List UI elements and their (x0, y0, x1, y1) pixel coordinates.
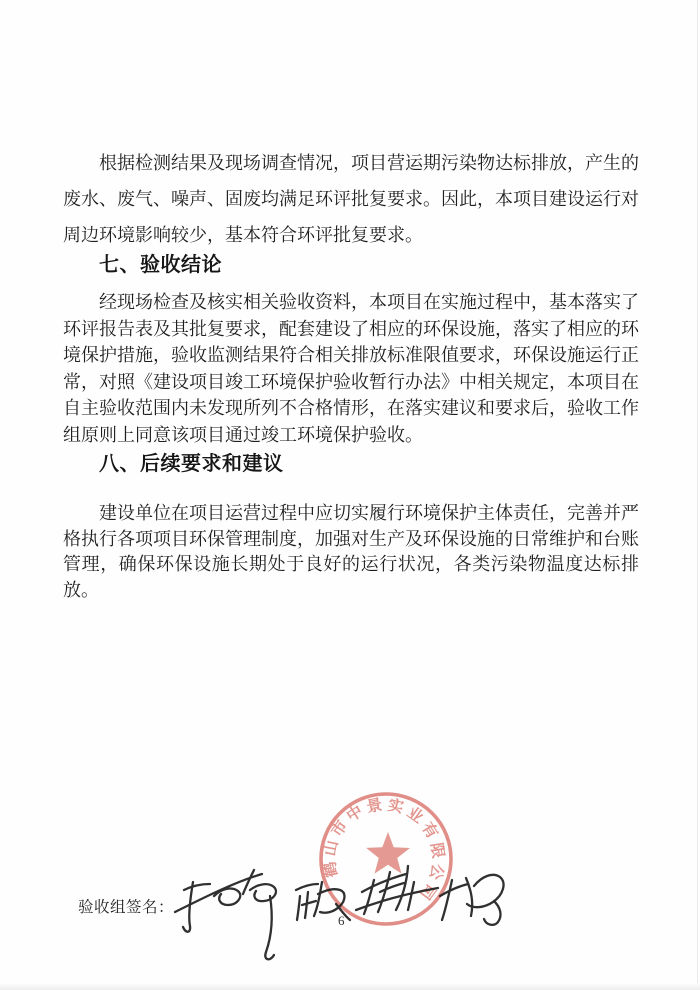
signature-group-label: 验收组签名： (78, 899, 175, 916)
seal-star-icon (366, 832, 410, 874)
signature-1 (175, 870, 276, 959)
paragraph-followup-requirements: 建设单位在项目运营过程中应切实履行环境保护主体责任，完善并严格执行各项项目环保管理制度，加强对生产及环保设施的日常维护和台账管理，确保环保设施长期处于良好的运行状况，各类污染物温度达标排放。 (63, 503, 639, 600)
company-seal (320, 794, 451, 924)
paragraph-inspection-result: 根据检测结果及现场调查情况，项目营运期污染物达标排放，产生的废水、废气、噪声、固废均满足环评批复要求。因此，本项目建设运行对周边环境影响较少，基本符合环评批复要求。 (63, 153, 639, 245)
signature-4 (440, 875, 504, 925)
scan-edge-artifact (697, 0, 698, 990)
paragraph-acceptance-conclusion: 经现场检查及核实相关验收资料，本项目在实施过程中，基本落实了环评报告表及其批复要求，配套建设了相应的环保设施，落实了相应的环境保护措施，验收监测结果符合相关排放标准限值要求，环保设施运行正常，对照《建设项目竣工环境保护验收暂行办法》中相关规定，本项目在自主验收范围内未发现所列不合格情形，在落实建议和要求后，验收工作组原则上同意该项目通过竣工环境保护验收。 (63, 292, 639, 445)
signature-3 (356, 866, 438, 914)
page-number: 6 (338, 913, 345, 928)
section-heading-7-acceptance-conclusion: 七、验收结论 (99, 253, 222, 276)
section-heading-8-followup-requirements: 八、后续要求和建议 (99, 452, 284, 475)
scan-shadow-artifact (0, 983, 700, 990)
seal-company-name: 鹤山市中景实业有限公司 (321, 796, 447, 903)
